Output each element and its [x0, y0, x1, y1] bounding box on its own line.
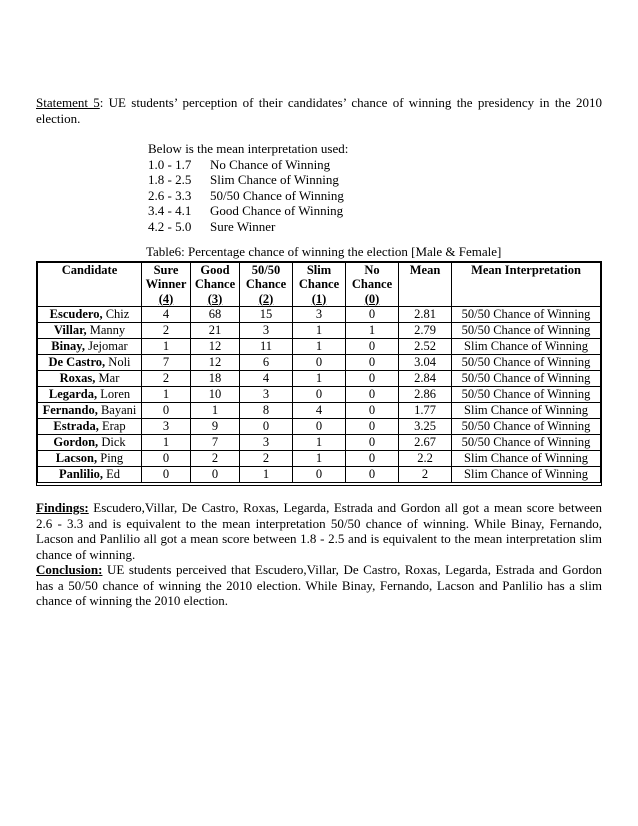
- scale-range: 1.8 - 2.5: [148, 172, 192, 187]
- column-header-no-chance: No Chance (0): [346, 262, 399, 307]
- mean-cell: 2.2: [399, 451, 452, 467]
- candidate-cell: Estrada, Erap: [38, 419, 142, 435]
- candidate-cell: Legarda, Loren: [38, 387, 142, 403]
- value-cell: 1: [293, 451, 346, 467]
- value-cell: 0: [346, 451, 399, 467]
- findings-text: Escudero,Villar, De Castro, Roxas, Legarda, Estrada and Gordon all got a mean score between 2.6 - 3.3 and is equivalent to the mean interpretation 50/50 chance of winning. While Binay, Fernando, Lacson and Panlilio all got a mean score between 1.8 - 2.5 and is equivalent to the mean interpretation slim chance of winning.: [36, 500, 602, 562]
- value-cell: 11: [240, 339, 293, 355]
- value-cell: 15: [240, 307, 293, 323]
- scale-range: 1.0 - 1.7: [148, 156, 192, 172]
- value-cell: 12: [191, 355, 240, 371]
- value-cell: 18: [191, 371, 240, 387]
- interpretation-cell: 50/50 Chance of Winning: [452, 323, 601, 339]
- value-cell: 1: [293, 323, 346, 339]
- value-cell: 12: [191, 339, 240, 355]
- score-label: (3): [207, 291, 223, 306]
- scale-row: [148, 203, 602, 219]
- candidate-cell: Escudero, Chiz: [38, 307, 142, 323]
- results-table-body: [38, 307, 601, 483]
- interpretation-cell: 50/50 Chance of Winning: [452, 419, 601, 435]
- value-cell: 3: [240, 435, 293, 451]
- interpretation-cell: Slim Chance of Winning: [452, 403, 601, 419]
- value-cell: 0: [346, 467, 399, 483]
- table-row: [38, 355, 601, 371]
- value-cell: 3: [240, 387, 293, 403]
- value-cell: 3: [293, 307, 346, 323]
- table-row: [38, 419, 601, 435]
- value-cell: 4: [293, 403, 346, 419]
- mean-cell: 2.67: [399, 435, 452, 451]
- statement-label: Statement 5: [36, 95, 100, 110]
- value-cell: 3: [142, 419, 191, 435]
- value-cell: 9: [191, 419, 240, 435]
- candidate-cell: De Castro, Noli: [38, 355, 142, 371]
- mean-cell: 2.52: [399, 339, 452, 355]
- scale-range: 2.6 - 3.3: [148, 187, 192, 203]
- column-header-mean: Mean: [399, 262, 452, 307]
- value-cell: 3: [240, 323, 293, 339]
- value-cell: 0: [346, 387, 399, 403]
- statement-text: : UE students’ perception of their candidates’ chance of winning the presidency in the 2010 election.: [36, 95, 602, 126]
- value-cell: 7: [142, 355, 191, 371]
- mean-cell: 3.04: [399, 355, 452, 371]
- scale-range: 4.2 - 5.0: [148, 218, 192, 234]
- value-cell: 1: [240, 467, 293, 483]
- candidate-cell: Lacson, Ping: [38, 451, 142, 467]
- score-label: (2): [258, 291, 274, 306]
- value-cell: 0: [142, 403, 191, 419]
- scale-range: 3.4 - 4.1: [148, 203, 192, 218]
- value-cell: 0: [142, 467, 191, 483]
- value-cell: 8: [240, 403, 293, 419]
- value-cell: 2: [191, 451, 240, 467]
- interpretation-cell: Slim Chance of Winning: [452, 467, 601, 483]
- results-table: [37, 262, 601, 484]
- value-cell: 0: [346, 371, 399, 387]
- mean-cell: 1.77: [399, 403, 452, 419]
- findings-label: Findings:: [36, 500, 89, 515]
- interpretation-cell: Slim Chance of Winning: [452, 339, 601, 355]
- value-cell: 10: [191, 387, 240, 403]
- candidate-cell: Gordon, Dick: [38, 435, 142, 451]
- value-cell: 0: [346, 403, 399, 419]
- candidate-cell: Fernando, Bayani: [38, 403, 142, 419]
- value-cell: 0: [346, 339, 399, 355]
- scale-meaning: Good Chance of Winning: [210, 203, 344, 218]
- value-cell: 7: [191, 435, 240, 451]
- mean-cell: 2.81: [399, 307, 452, 323]
- value-cell: 0: [191, 467, 240, 483]
- table-row: [38, 371, 601, 387]
- value-cell: 0: [293, 355, 346, 371]
- value-cell: 0: [346, 419, 399, 435]
- findings-paragraph: [36, 500, 602, 562]
- value-cell: 0: [293, 467, 346, 483]
- table-row: [38, 451, 601, 467]
- interpretation-cell: 50/50 Chance of Winning: [452, 387, 601, 403]
- column-header-5050-chance: 50/50 Chance (2): [240, 262, 293, 307]
- value-cell: 1: [191, 403, 240, 419]
- column-header-slim-chance: Slim Chance (1): [293, 262, 346, 307]
- candidate-cell: Villar, Manny: [38, 323, 142, 339]
- mean-cell: 2.79: [399, 323, 452, 339]
- mean-cell: 3.25: [399, 419, 452, 435]
- mean-cell: 2.84: [399, 371, 452, 387]
- mean-cell: 2.86: [399, 387, 452, 403]
- scale-row: [148, 157, 602, 173]
- score-label: (1): [311, 291, 327, 306]
- interpretation-cell: 50/50 Chance of Winning: [452, 371, 601, 387]
- candidate-cell: Panlilio, Ed: [38, 467, 142, 483]
- scale-row: [148, 219, 602, 235]
- table-header-row: [38, 262, 601, 307]
- value-cell: 0: [346, 355, 399, 371]
- value-cell: 1: [293, 339, 346, 355]
- mean-cell: 2: [399, 467, 452, 483]
- conclusion-text: UE students perceived that Escudero,Villar, De Castro, Roxas, Legarda, Estrada and Gordon has a 50/50 chance of winning the 2010 election. While Binay, Fernando, Lacson and Panlilio has a slim chance of winning the 2010 election.: [36, 562, 602, 608]
- conclusion-label: Conclusion:: [36, 562, 103, 577]
- interpretation-cell: 50/50 Chance of Winning: [452, 307, 601, 323]
- interpretation-cell: 50/50 Chance of Winning: [452, 355, 601, 371]
- value-cell: 1: [293, 435, 346, 451]
- table-row: [38, 307, 601, 323]
- value-cell: 4: [142, 307, 191, 323]
- score-label: (4): [158, 291, 174, 306]
- table-row: [38, 403, 601, 419]
- value-cell: 2: [240, 451, 293, 467]
- column-header-good-chance: Good Chance (3): [191, 262, 240, 307]
- value-cell: 0: [346, 435, 399, 451]
- scale-meaning: 50/50 Chance of Winning: [210, 187, 344, 203]
- value-cell: 21: [191, 323, 240, 339]
- interpretation-block: [148, 141, 602, 234]
- candidate-cell: Roxas, Mar: [38, 371, 142, 387]
- score-label: (0): [364, 291, 380, 306]
- conclusion-paragraph: [36, 562, 602, 609]
- value-cell: 0: [293, 419, 346, 435]
- scale-meaning: Sure Winner: [210, 218, 276, 234]
- value-cell: 2: [142, 371, 191, 387]
- table-row: [38, 435, 601, 451]
- table-caption: Table6: Percentage chance of winning the election [Male & Female]: [146, 244, 502, 259]
- table-row: [38, 467, 601, 483]
- value-cell: 2: [142, 323, 191, 339]
- table-row: [38, 387, 601, 403]
- interpretation-cell: 50/50 Chance of Winning: [452, 435, 601, 451]
- interpretation-cell: Slim Chance of Winning: [452, 451, 601, 467]
- value-cell: 0: [142, 451, 191, 467]
- value-cell: 4: [240, 371, 293, 387]
- table-row: [38, 323, 601, 339]
- value-cell: 1: [142, 387, 191, 403]
- results-table-outline: [36, 261, 602, 487]
- value-cell: 1: [346, 323, 399, 339]
- interpretation-intro: Below is the mean interpretation used:: [148, 141, 349, 156]
- value-cell: 68: [191, 307, 240, 323]
- value-cell: 0: [293, 387, 346, 403]
- column-header-mean-interpretation: Mean Interpretation: [452, 262, 601, 307]
- scale-row: [148, 188, 602, 204]
- scale-meaning: Slim Chance of Winning: [210, 172, 339, 187]
- value-cell: 6: [240, 355, 293, 371]
- statement-paragraph: [36, 95, 602, 126]
- value-cell: 1: [293, 371, 346, 387]
- scale-meaning: No Chance of Winning: [210, 156, 331, 172]
- value-cell: 1: [142, 339, 191, 355]
- value-cell: 1: [142, 435, 191, 451]
- value-cell: 0: [240, 419, 293, 435]
- scale-row: [148, 172, 602, 188]
- table-row: [38, 339, 601, 355]
- column-header-candidate: Candidate: [38, 262, 142, 307]
- candidate-cell: Binay, Jejomar: [38, 339, 142, 355]
- value-cell: 0: [346, 307, 399, 323]
- column-header-sure-winner: Sure Winner (4): [142, 262, 191, 307]
